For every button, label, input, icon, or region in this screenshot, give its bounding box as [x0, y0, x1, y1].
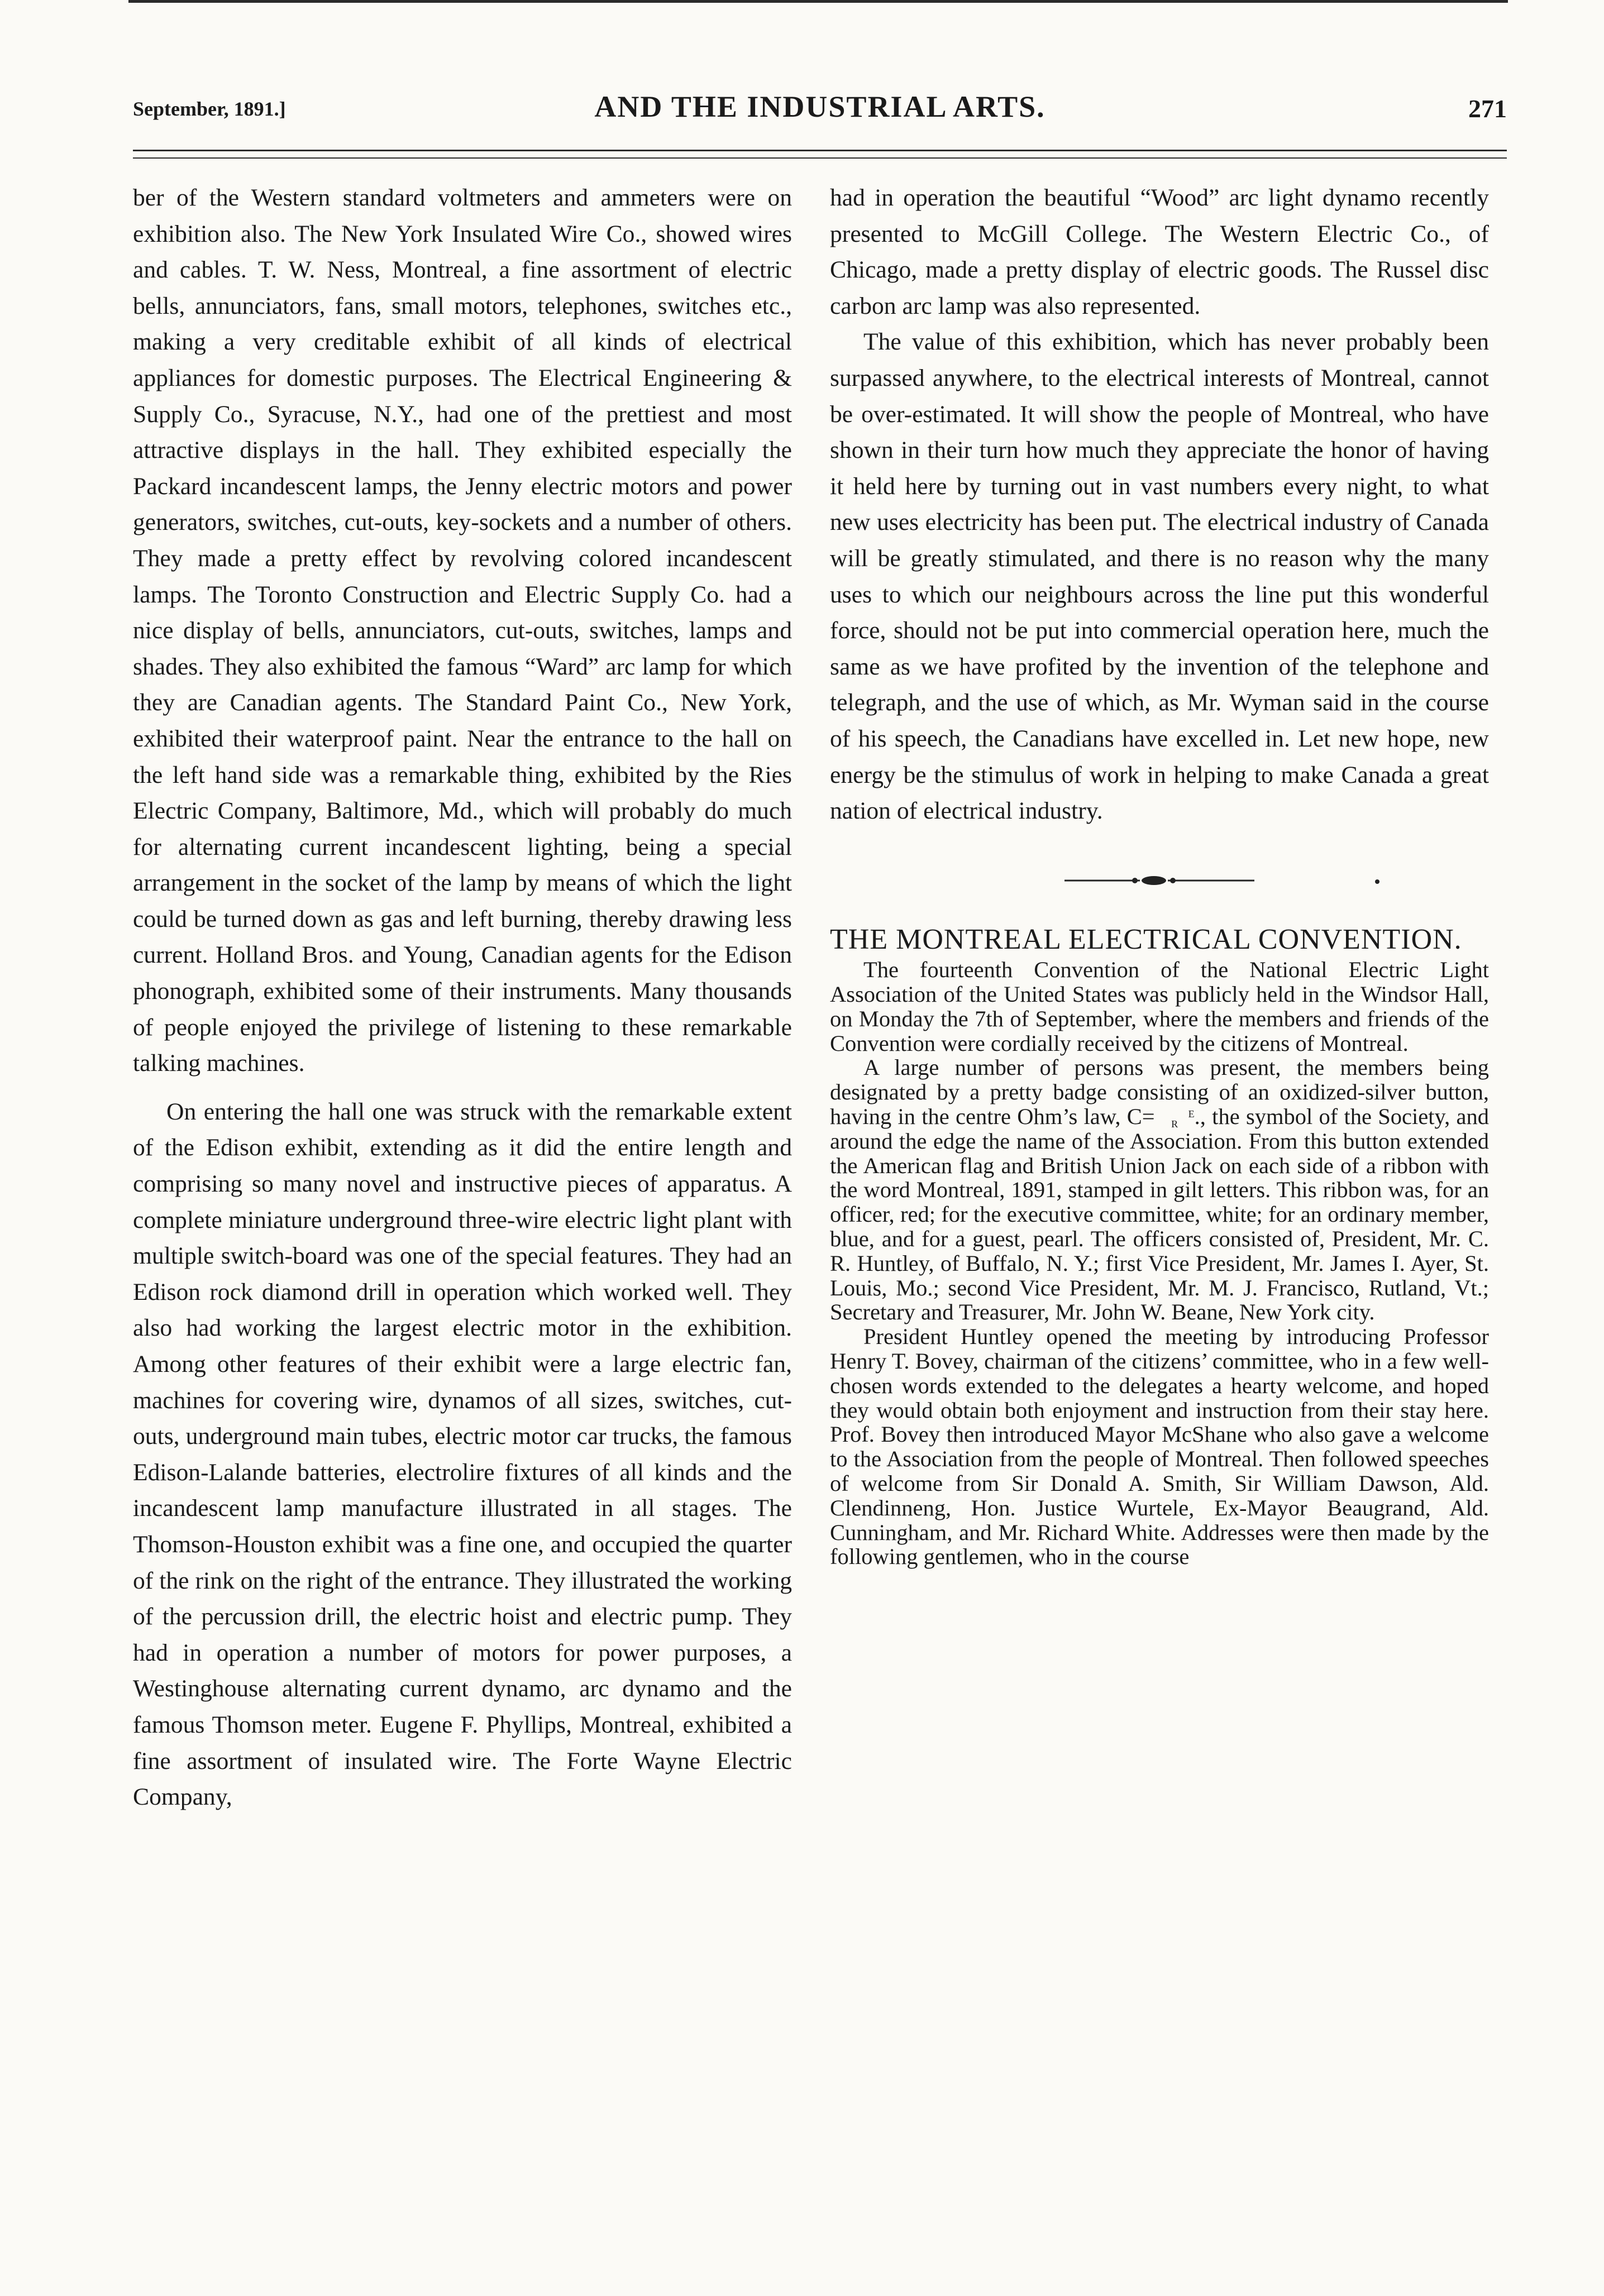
- paragraph: [830, 1055, 1489, 1324]
- paragraph: ber of the Western standard voltmeters and ammeters were on exhibition also. The New York Insulated Wire Co., showed wires and cables. T. W. Ness, Montreal, a fine assortment of electric bells, annunciators, fans, small motors, telephones, switches etc., making a very creditable exhibit of all kinds of electrical appliances for domestic purposes. The Electrical Engineering & Supply Co., Syracuse, N.Y., had one of the prettiest and most attractive displays in the hall. They exhibited especially the Packard incandescent lamps, the Jenny electric motors and power generators, switches, cut-outs, key-sockets and a number of others. They made a pretty effect by revolving colored incandescent lamps. The Toronto Construction and Electric Supply Co. had a nice display of bells, annunciators, cut-outs, switches, lamps and shades. They also exhibited the famous “Ward” arc lamp for which they are Canadian agents. The Standard Paint Co., New York, exhibited their waterproof paint. Near the entrance to the hall on the left hand side was a remarkable thing, exhibited by the Ries Electric Company, Baltimore, Md., which will probably do much for alternating current incandescent lighting, being a special arrangement in the socket of the lamp by means of which the light could be turned down as gas and left burning, thereby drawing less current. Holland Bros. and Young, Canadian agents for the Edison phonograph, exhibited some of their instruments. Many thousands of people enjoyed the privilege of listening to these remarkable talking machines.: [133, 184, 792, 1077]
- paragraph: The fourteenth Convention of the National Electric Light Association of the United States was publicly held in the Windsor Hall, on Monday the 7th of September, where the members and friends of the Convention were cordially received by the citizens of Montreal.: [830, 957, 1489, 1056]
- header-date: September, 1891.]: [133, 98, 286, 120]
- running-header: [133, 89, 1507, 140]
- fraction-denominator: R: [1171, 1118, 1178, 1130]
- left-column: [133, 180, 792, 1815]
- section-title: THE MONTREAL ELECTRICAL CONVENTION.: [830, 923, 1462, 955]
- paragraph: had in operation the beautiful “Wood” arc light dynamo recently presented to McGill College. The Western Electric Co., of Chicago, made a pretty display of electric goods. The Russel disc carbon arc lamp was also represented.: [830, 184, 1489, 319]
- section-divider-ornament: [830, 869, 1489, 892]
- ohms-law-fraction: [1155, 1109, 1195, 1129]
- header-title: AND THE INDUSTRIAL ARTS.: [594, 90, 1046, 123]
- right-column: [830, 180, 1489, 1569]
- paragraph: The value of this exhibition, which has never probably been surpassed anywhere, to the electrical interests of Montreal, cannot be over-estimated. It will show the people of Montreal, who have shown in their turn how much they appreciate the honor of having it held here by turning out in vast numbers every night, to what new uses electricity has been put. The electrical industry of Canada will be greatly stimulated, and there is no reason why the many uses to which our neighbours across the line put this wonderful force, should not be put into commercial operation here, much the same as we have profited by the invention of the telephone and telegraph, and the use of which, as Mr. Wyman said in the course of his speech, the Canadians have excelled in. Let new hope, new energy be the stimulus of work in helping to make Canada a great nation of electrical industry.: [830, 328, 1489, 825]
- fraction-numerator: E: [1188, 1108, 1195, 1120]
- paragraph: President Huntley opened the meeting by introducing Professor Henry T. Bovey, chairman of the citizens’ committee, who in a few well-chosen words extended to the delegates a hearty welcome, and hoped they would obtain both enjoyment and instruction from their stay here. Prof. Bovey then introduced Mayor McShane who also gave a welcome to the Association from the people of Montreal. Then followed speeches of welcome from Sir Donald A. Smith, Sir William Dawson, Ald. Clendinneng, Hon. Justice Wurtele, Ex-Mayor Beaugrand, Ald. Cunningham, and Mr. Richard White. Addresses were then made by the following gentlemen, who in the course: [830, 1324, 1489, 1570]
- top-border-rule: [128, 0, 1508, 3]
- paragraph: On entering the hall one was struck with the remarkable extent of the Edison exhibit, extending as it did the entire length and comprising so many novel and instructive pieces of apparatus. A complete miniature underground three-wire electric light plant with multiple switch-board was one of the special features. They had an Edison rock diamond drill in operation which worked well. They also had working the largest electric motor in the exhibition. Among other features of their exhibit were a large electric fan, machines for covering wire, dynamos of all sizes, switches, cut-outs, underground main tubes, electric motor car trucks, the famous Edison-Lalande batteries, electrolire fixtures of all kinds and the incandescent lamp manufacture illustrated in all stages. The Thomson-Houston exhibit was a fine one, and occupied the quarter of the rink on the right of the entrance. They illustrated the working of the percussion drill, the electric hoist and electric pump. They had in operation a number of motors for power purposes, a Westinghouse alternating current dynamo, arc dynamo and the famous Thomson meter. Eugene F. Phyllips, Montreal, exhibited a fine assortment of insulated wire. The Forte Wayne Electric Company,: [133, 1098, 792, 1811]
- paragraph-text: ., the symbol of the Society, and around the edge the name of the Association. From this button extended the American flag and British Union Jack on each side of a ribbon with the word Montreal, 1891, stamped in gilt letters. This ribbon was, for an officer, red; for the executive committee, white; for an ordinary member, blue, and for a guest, pearl. The officers consisted of, President, Mr. C. R. Huntley, of Buffalo, N. Y.; first Vice President, Mr. James I. Ayer, St. Louis, Mo.; second Vice President, Mr. M. J. Francisco, Rutland, Vt.; Secretary and Treasurer, Mr. John W. Beane, New York city.: [830, 1104, 1489, 1325]
- paragraph-text: A large number of persons was present, the members being designated by a pretty badge consisting of an oxidized-silver button, having in the centre Ohm’s law, C=: [830, 1055, 1489, 1130]
- page-number: 271: [1468, 94, 1507, 123]
- convention-article: [830, 958, 1489, 1569]
- header-rule-thin: [133, 157, 1507, 159]
- header-rule-thick: [133, 150, 1507, 151]
